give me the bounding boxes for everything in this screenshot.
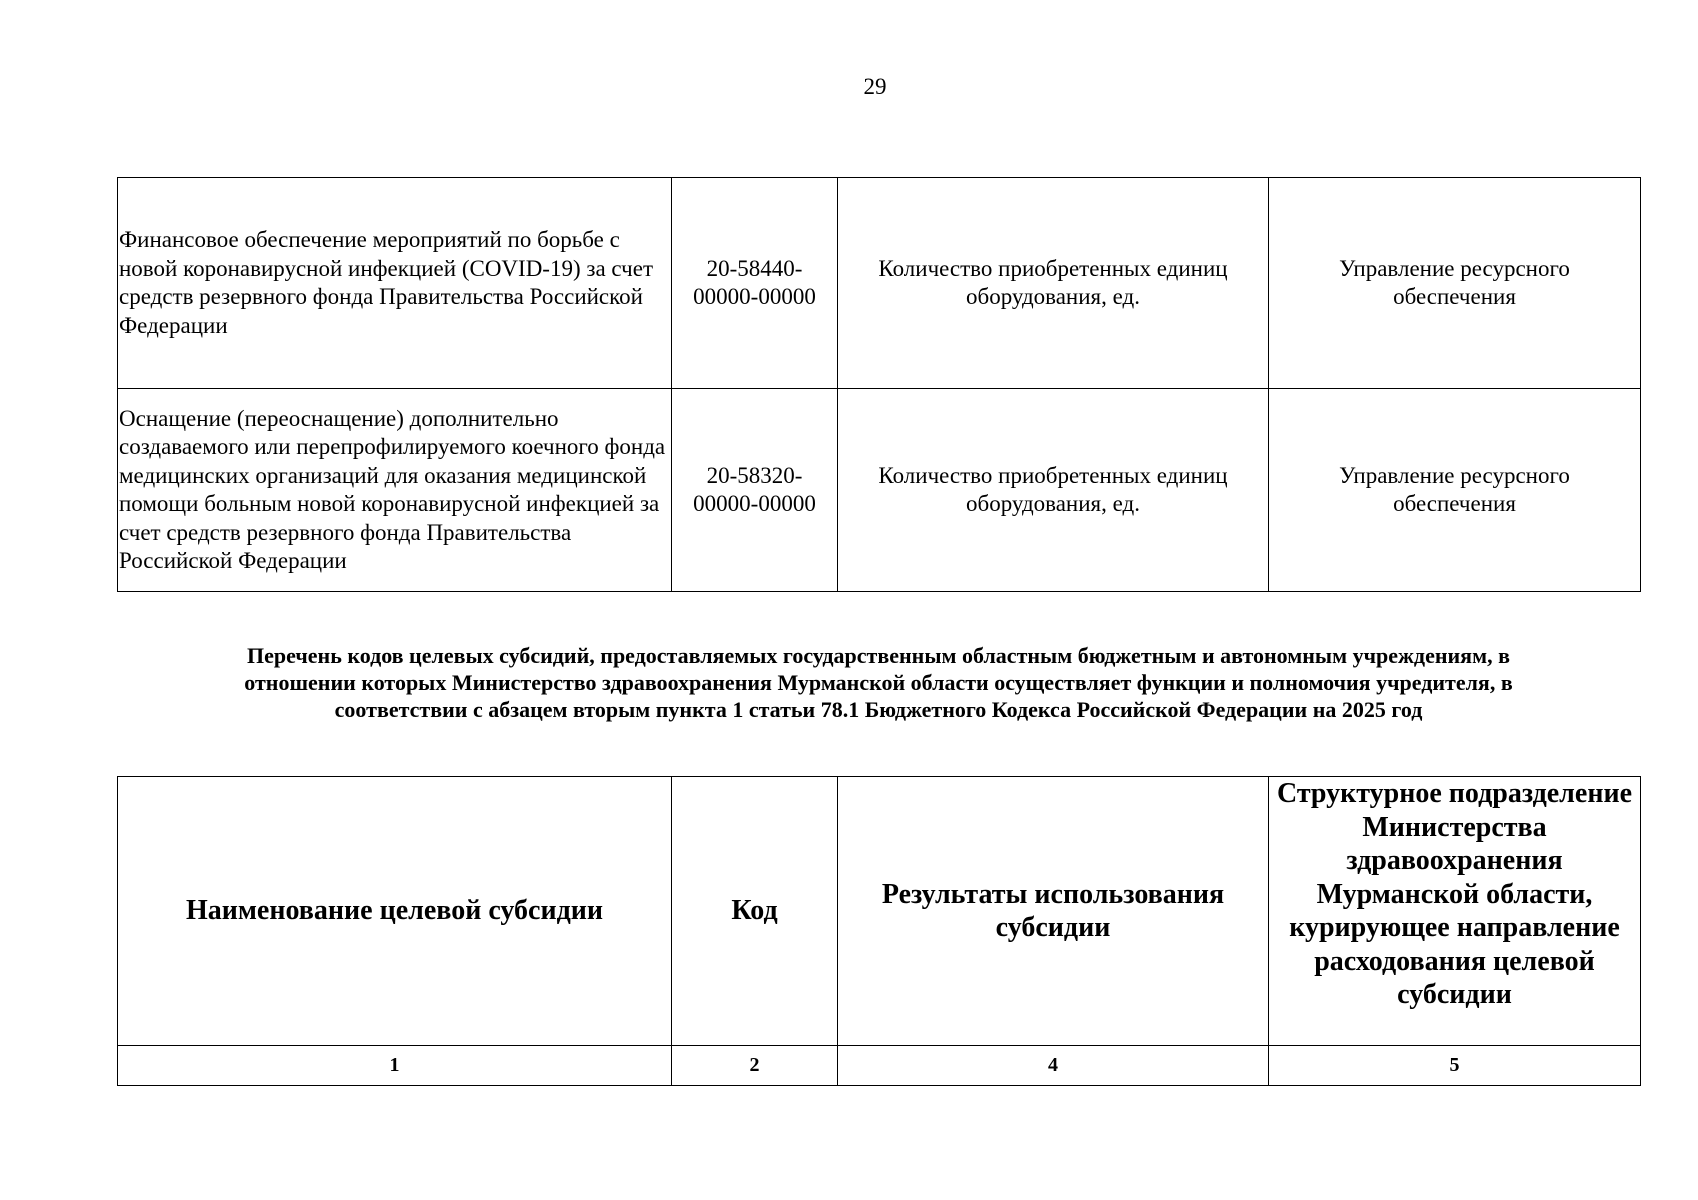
subsidy-department-line1: Управление ресурсного [1339,255,1570,281]
header-code: Код [672,777,838,1046]
subsidy-result-line2: оборудования, ед. [966,491,1140,516]
section-title-line: Перечень кодов целевых субсидий, предоставляемых государственным областным бюджетным и автономным учреждениям, в [247,643,1510,668]
subsidy-name-cell: Финансовое обеспечение мероприятий по борьбе с новой коронавирусной инфекцией (COVID-19) за счет средств резервного фонда Правительства Российской Федерации [118,178,672,389]
column-number: 5 [1269,1046,1641,1086]
subsidy-code-part1: 20-58320- [706,462,803,488]
subsidy-department-cell [1269,389,1641,592]
subsidy-result-line1: Количество приобретенных единиц [878,255,1228,281]
subsidy-code-part1: 20-58440- [706,255,803,281]
subsidy-name-cell: Оснащение (переоснащение) дополнительно создаваемого или перепрофилируемого коечного фонда медицинских организаций для оказания медицинской помощи больным новой коронавирусной инфекцией за счет средств резервного фонда Правительства Российской Федерации [118,389,672,592]
column-number-row [118,1046,1641,1086]
subsidy-code-part2: 00000-00000 [693,491,816,516]
table-row [118,389,1641,592]
column-number: 1 [118,1046,672,1086]
section-title [117,642,1640,723]
subsidy-result-line2: оборудования, ед. [966,284,1140,309]
section-title-line: соответствии с абзацем вторым пункта 1 статьи 78.1 Бюджетного Кодекса Российской Федерации на 2025 год [334,697,1423,722]
header-subsidy-name: Наименование целевой субсидии [118,777,672,1046]
subsidy-code-cell [672,178,838,389]
column-number: 2 [672,1046,838,1086]
table-row [118,178,1641,389]
table-header-row [118,777,1641,1046]
subsidy-department-line1: Управление ресурсного [1339,462,1570,488]
section-title-line: отношении которых Министерство здравоохранения Мурманской области осуществляет функции и полномочия учредителя, в [244,670,1513,695]
subsidy-code-part2: 00000-00000 [693,284,816,309]
subsidy-result-line1: Количество приобретенных единиц [878,462,1228,488]
page-number: 29 [863,74,887,99]
subsidy-result-cell [838,178,1269,389]
subsidy-department-cell [1269,178,1641,389]
header-department: Структурное подразделение Министерства здравоохранения Мурманской области, курирующее направление расходования целевой субсидии [1269,777,1641,1046]
subsidy-department-line2: обеспечения [1393,491,1516,516]
column-number: 4 [838,1046,1269,1086]
subsidy-codes-table [117,776,1641,1086]
subsidy-table-continuation [117,177,1641,592]
header-results: Результаты использования субсидии [838,777,1269,1046]
subsidy-code-cell [672,389,838,592]
subsidy-result-cell [838,389,1269,592]
subsidy-department-line2: обеспечения [1393,284,1516,309]
